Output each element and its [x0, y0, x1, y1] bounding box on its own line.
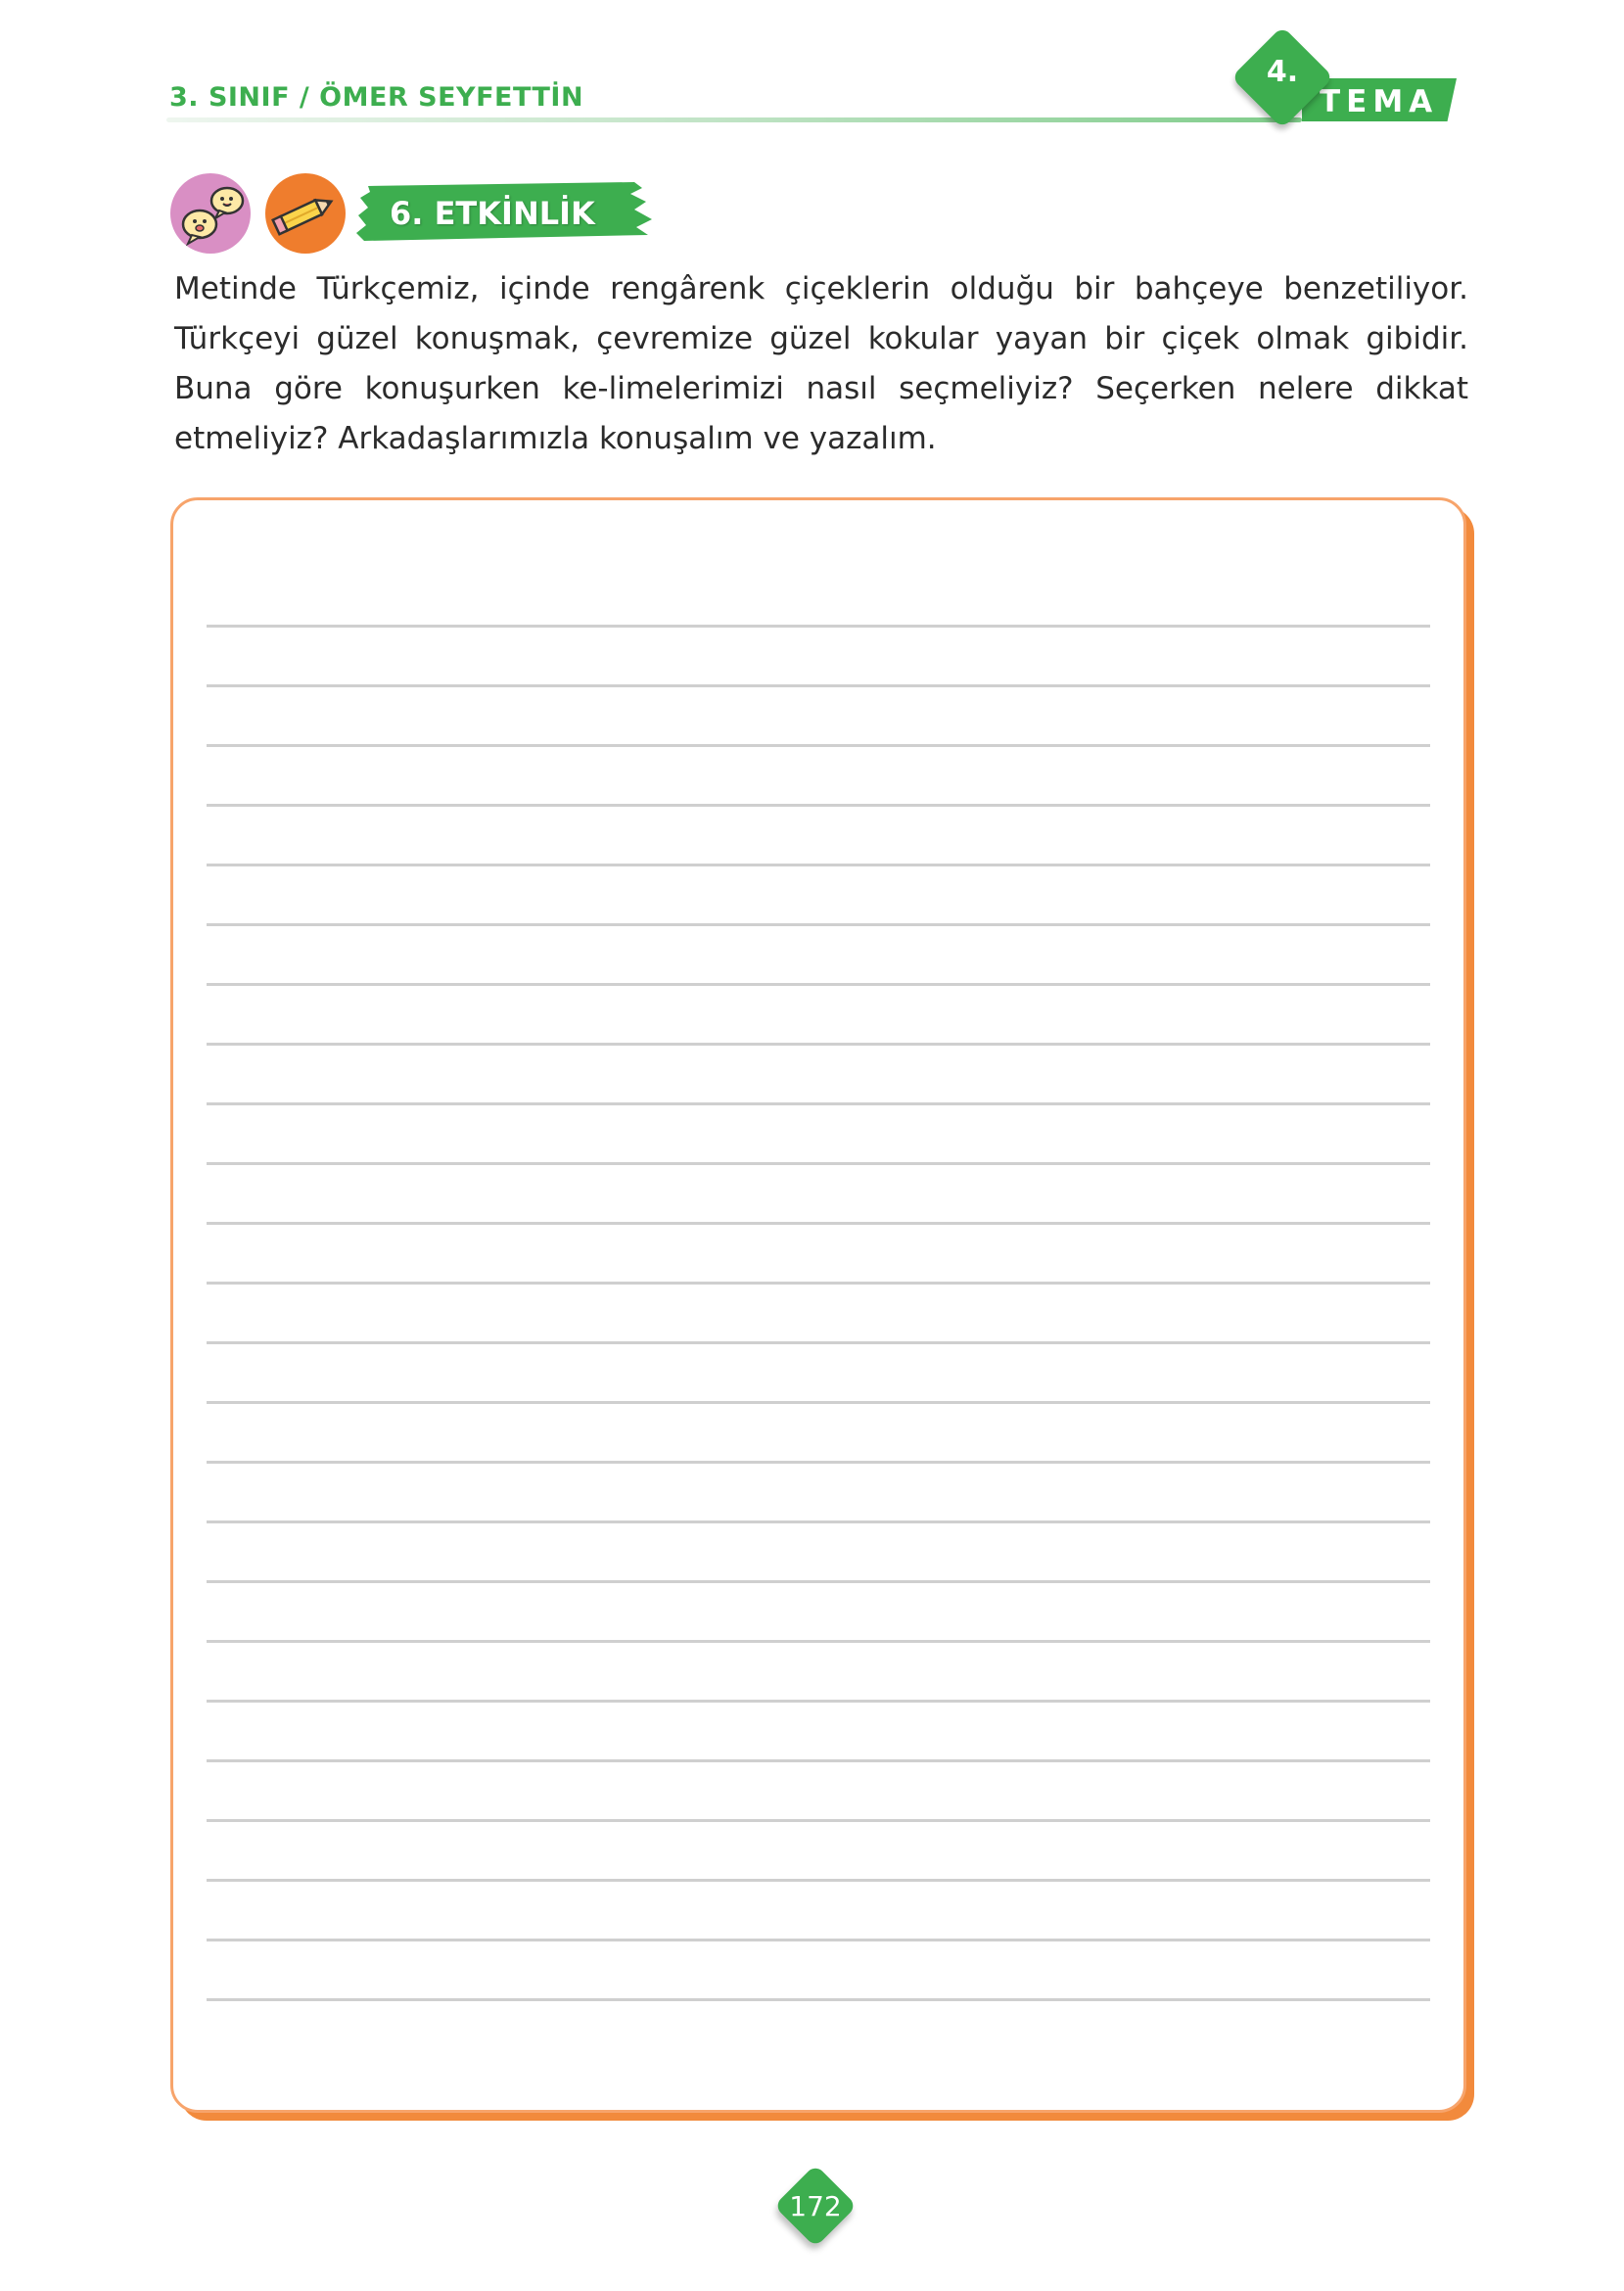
speech-bubbles-icon	[170, 173, 251, 254]
header-divider	[166, 117, 1302, 122]
tema-label: TEMA	[1320, 84, 1439, 119]
activity-label: 6. ETKİNLİK	[390, 195, 595, 232]
grade-title: 3. SINIF / ÖMER SEYFETTİN	[169, 82, 584, 113]
page-number: 172	[789, 2189, 842, 2222]
writing-lines[interactable]	[207, 568, 1430, 2051]
tema-number: 4.	[1266, 54, 1299, 89]
writing-box[interactable]	[170, 497, 1466, 2113]
pencil-icon	[265, 173, 346, 254]
instruction-text: Metinde Türkçemiz, içinde rengârenk çiçeklerin olduğu bir bahçeye benzetiliyor. Türkçeyi güzel konuşmak, çevremize güzel kokular yayan bir çiçek olmak gibidir. Buna göre konuşurken ke-limelerimizi nasıl seçmeliyiz? Seçerken nelere dikkat etmeliyiz? Arkadaşlarımızla konuşalım ve yazalım.	[174, 271, 1468, 456]
